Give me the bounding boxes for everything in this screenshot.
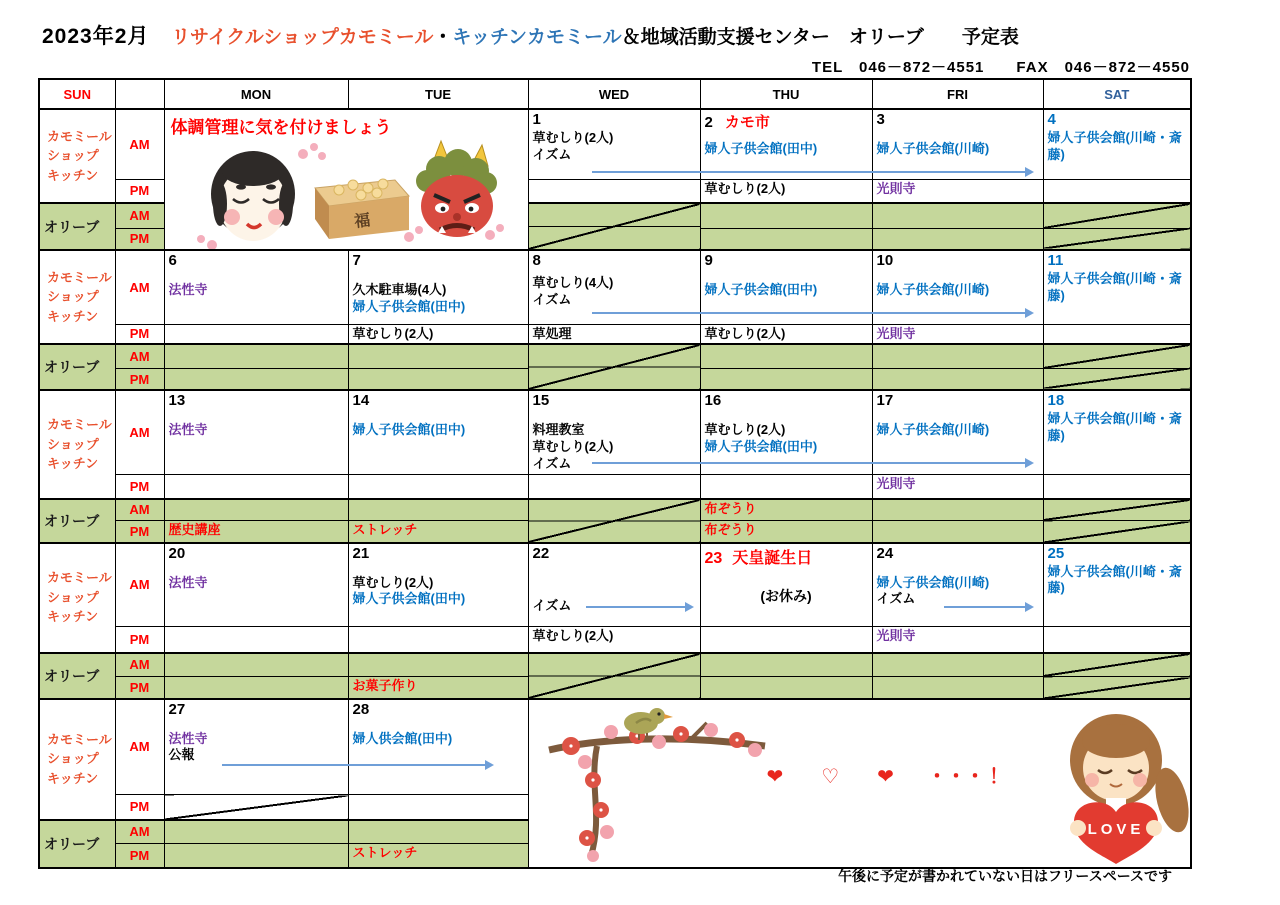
- date-number: 2: [704, 114, 713, 131]
- w5-kamomile-label: カモミール ショップ キッチン: [39, 699, 115, 820]
- schedule-entry: 草むしり(2人): [704, 422, 786, 438]
- w1-olive-pm-label: PM: [115, 228, 164, 250]
- w3-tue-olive-pm-cell: [348, 521, 528, 543]
- w3-mon-olive-am-cell: [164, 499, 348, 521]
- header-tue: TUE: [348, 79, 528, 109]
- schedule-entry: 婦人子供会館(田中): [704, 282, 818, 297]
- w4-sat-am-cell: [1043, 543, 1191, 627]
- w3-sat-olive-pm-cell: [1043, 521, 1191, 543]
- w1-fri-pm-cell: [872, 179, 1043, 203]
- schedule-entry: ストレッチ: [352, 522, 418, 538]
- schedule-entry: 料理教室: [532, 422, 585, 438]
- w3-thu-pm-cell: [700, 475, 872, 499]
- w4-tue-am-cell: [348, 543, 528, 627]
- w3-kamomile-label: カモミール ショップ キッチン: [39, 390, 115, 498]
- w4-fri-am-cell: [872, 543, 1043, 627]
- bean-box: [315, 179, 409, 239]
- schedule-entry: 光則寺: [876, 325, 916, 341]
- w4-thu-olive-am-cell: [700, 653, 872, 677]
- w4-kamomile-label: カモミール ショップ キッチン: [39, 543, 115, 653]
- schedule-entry: 布ぞうり: [704, 522, 757, 538]
- title-separator: ・: [433, 27, 453, 48]
- w5-continuation-arrow: [222, 764, 492, 766]
- date-number: 23: [704, 549, 723, 567]
- date-number: 17: [876, 392, 894, 410]
- w5-olive-label: オリーブ: [39, 820, 115, 868]
- w4-tue-olive-am-cell: [348, 653, 528, 677]
- w2-thu-olive-pm-cell: [700, 368, 872, 390]
- date-number: 6: [168, 252, 177, 269]
- w2-tue-olive-am-cell: [348, 344, 528, 368]
- w2-sat-olive-pm-cell: [1043, 368, 1191, 390]
- w2-olive-pm-label: PM: [115, 368, 164, 390]
- w1-sat-olive-am-cell: [1043, 203, 1191, 228]
- schedule-entry: 法性寺: [168, 574, 208, 590]
- schedule-entry: 草むしり(2人): [352, 325, 434, 341]
- w5-tue-olive-pm-cell: [348, 844, 528, 868]
- w4-mon-olive-am-cell: [164, 653, 348, 677]
- setsubun-illustration: [187, 138, 517, 250]
- w1-sat-olive-pm-cell: [1043, 228, 1191, 250]
- schedule-entry: 久木駐車場(4人): [352, 282, 447, 297]
- schedule-entry: 公報: [168, 747, 195, 763]
- schedule-entry: イズム: [532, 456, 572, 472]
- tel-fax-line: TEL 046－872－4551 FAX 046－872－4550: [811, 59, 1190, 76]
- w4-olive-am-row: [39, 653, 1191, 677]
- w1-thu-olive-pm-cell: [700, 228, 872, 250]
- schedule-entry: 婦人子供会館(川崎・斎藤): [1047, 271, 1182, 303]
- corner-cell: [115, 79, 164, 109]
- w5-tue-olive-am-cell: [348, 820, 528, 844]
- w2-tue-olive-pm-cell: [348, 368, 528, 390]
- w1-wed-olive-cell: [528, 203, 700, 250]
- w5-mon-olive-am-cell: [164, 820, 348, 844]
- w4-am-label: AM: [115, 543, 164, 627]
- otafuku-face: [211, 151, 295, 241]
- w5-tue-pm-cell: [348, 795, 528, 820]
- schedule-entry: ストレッチ: [352, 845, 418, 861]
- date-number: 24: [876, 544, 894, 562]
- w1-thu-olive-am-cell: [700, 203, 872, 228]
- date-number: 16: [704, 392, 722, 410]
- date-number: 14: [352, 392, 370, 410]
- w1-am-row: [39, 109, 1191, 179]
- schedule-entry: 婦人子供会館(川崎): [876, 422, 990, 438]
- w3-tue-am-cell: [348, 390, 528, 474]
- w4-wed-pm-cell: [528, 627, 700, 653]
- w2-olive-am-row: [39, 344, 1191, 368]
- w2-kamomile-label: カモミール ショップ キッチン: [39, 250, 115, 344]
- w4-wed-olive-cell: [528, 653, 700, 699]
- w1-continuation-arrow: [592, 171, 1032, 173]
- w4-olive-am-label: AM: [115, 653, 164, 677]
- schedule-entry: 光則寺: [876, 476, 916, 492]
- w3-sat-olive-am-cell: [1043, 499, 1191, 521]
- schedule-entry: 布ぞうり: [704, 500, 757, 516]
- w3-fri-pm-cell: [872, 475, 1043, 499]
- date-number: 11: [1047, 252, 1064, 269]
- date-number: 7: [352, 252, 361, 269]
- w4-wed-am-cell: [528, 543, 700, 627]
- health-message: 体調管理に気を付けましょう: [170, 118, 392, 137]
- schedule-entry: 婦人供会館(田中): [352, 730, 453, 746]
- w3-olive-label: オリーブ: [39, 499, 115, 543]
- date-number: 10: [876, 252, 894, 269]
- closed-note: (お休み): [760, 587, 812, 604]
- date-number: 8: [532, 252, 541, 269]
- date-number: 3: [876, 111, 885, 128]
- date-number: 20: [168, 544, 186, 562]
- w2-fri-olive-pm-cell: [872, 368, 1043, 390]
- schedule-entry: 法性寺: [168, 282, 208, 297]
- w2-pm-label: PM: [115, 324, 164, 344]
- page-title: [42, 20, 1019, 50]
- title-kitchen-name: キッチンカモミール: [452, 27, 622, 48]
- girl-love-illustration: [1044, 708, 1192, 866]
- schedule-entry: 草むしり(2人): [532, 628, 614, 644]
- date-number: 4: [1047, 111, 1056, 128]
- w5-mon-am-cell: [164, 699, 348, 795]
- w2-tue-pm-cell: [348, 324, 528, 344]
- masu-label: 福: [352, 212, 371, 231]
- w2-tue-am-cell: [348, 250, 528, 324]
- w4-thu-olive-pm-cell: [700, 677, 872, 699]
- title-center-name: ＆地域活動支援センター オリーブ 予定表: [621, 27, 1019, 48]
- w1-olive-am-label: AM: [115, 203, 164, 228]
- schedule-entry: 婦人子供会館(川崎): [876, 574, 990, 590]
- w4-thu-am-cell: [700, 543, 872, 627]
- date-number: 18: [1047, 392, 1065, 410]
- schedule-entry: 法性寺: [168, 730, 208, 746]
- date-number: 21: [352, 544, 370, 562]
- w2-mon-olive-pm-cell: [164, 368, 348, 390]
- w3-tue-pm-cell: [348, 475, 528, 499]
- schedule-entry: 婦人子供会館(川崎・斎藤): [1047, 130, 1182, 162]
- schedule-entry: イズム: [532, 597, 572, 613]
- w2-olive-am-label: AM: [115, 344, 164, 368]
- w3-olive-am-label: AM: [115, 499, 164, 521]
- w4-sat-olive-am-cell: [1043, 653, 1191, 677]
- w2-mon-am-cell: [164, 250, 348, 324]
- schedule-entry: 草むしり(2人): [352, 574, 434, 590]
- schedule-entry: 法性寺: [168, 422, 208, 438]
- w4-mon-am-cell: [164, 543, 348, 627]
- w1-sat-pm-cell: [1043, 179, 1191, 203]
- w3-thu-olive-am-cell: [700, 499, 872, 521]
- w3-continuation-arrow: [592, 462, 1032, 464]
- w4-am-row: [39, 543, 1191, 627]
- schedule-entry: イズム: [876, 591, 916, 607]
- w5-pm-label: PM: [115, 795, 164, 820]
- love-label: LOVE: [1087, 820, 1144, 838]
- w4-tue-pm-cell: [348, 627, 528, 653]
- w1-fri-olive-pm-cell: [872, 228, 1043, 250]
- schedule-entry: 婦人子供会館(田中): [704, 439, 818, 455]
- w5-am-row: [39, 699, 1191, 795]
- w3-mon-olive-pm-cell: [164, 521, 348, 543]
- day-header-row: [39, 79, 1191, 109]
- header-wed: WED: [528, 79, 700, 109]
- header-sun: SUN: [39, 79, 115, 109]
- schedule-entry: 草むしり(2人): [532, 130, 614, 145]
- w1-sat-am-cell: [1043, 109, 1191, 179]
- w2-continuation-arrow: [592, 312, 1032, 314]
- schedule-entry: 光則寺: [876, 628, 916, 644]
- w4-olive-pm-label: PM: [115, 677, 164, 699]
- schedule-entry: 婦人子供会館(田中): [352, 298, 466, 314]
- w3-fri-olive-pm-cell: [872, 521, 1043, 543]
- schedule-entry: イズム: [532, 291, 572, 307]
- w4-fri-pm-cell: [872, 627, 1043, 653]
- w1-wed-pm-cell: [528, 179, 700, 203]
- w4-wed-continuation-arrow: [586, 606, 692, 608]
- w3-tue-olive-am-cell: [348, 499, 528, 521]
- header-thu: THU: [700, 79, 872, 109]
- header-sat: SAT: [1043, 79, 1191, 109]
- schedule-entry: 婦人子供会館(川崎): [876, 141, 990, 156]
- w3-am-label: AM: [115, 390, 164, 474]
- w4-tue-olive-pm-cell: [348, 677, 528, 699]
- schedule-entry: イズム: [532, 146, 572, 162]
- w4-mon-olive-pm-cell: [164, 677, 348, 699]
- w3-olive-pm-label: PM: [115, 521, 164, 543]
- w2-mon-olive-am-cell: [164, 344, 348, 368]
- w1-thu-pm-cell: [700, 179, 872, 203]
- date-number: 1: [532, 111, 541, 128]
- w4-pm-label: PM: [115, 627, 164, 653]
- schedule-entry: 草むしり(2人): [704, 180, 786, 196]
- w5-mon-olive-pm-cell: [164, 844, 348, 868]
- w2-thu-olive-am-cell: [700, 344, 872, 368]
- header-fri: FRI: [872, 79, 1043, 109]
- schedule-entry: 婦人子供会館(田中): [704, 141, 818, 156]
- date-number: 15: [532, 392, 550, 410]
- schedule-entry: 光則寺: [876, 180, 916, 196]
- w3-pm-row: [39, 475, 1191, 499]
- schedule-entry: 草むしり(4人): [532, 275, 614, 290]
- w5-olive-pm-label: PM: [115, 844, 164, 868]
- date-number: 13: [168, 392, 186, 410]
- w5-am-label: AM: [115, 699, 164, 795]
- schedule-entry: 草むしり(2人): [532, 439, 614, 455]
- w4-olive-label: オリーブ: [39, 653, 115, 699]
- schedule-entry: 婦人子供会館(川崎・斎藤): [1047, 563, 1182, 596]
- schedule-entry: 婦人子供会館(川崎): [876, 282, 990, 297]
- w3-pm-label: PM: [115, 475, 164, 499]
- w1-kamomile-label: カモミール ショップ キッチン: [39, 109, 115, 203]
- plum-branch-bird-illustration: [541, 706, 771, 864]
- schedule-entry: 婦人子供会館(田中): [352, 591, 466, 607]
- schedule-entry: お菓子作り: [352, 678, 418, 694]
- w2-wed-olive-cell: [528, 344, 700, 390]
- date-number: 22: [532, 544, 550, 562]
- w4-pm-row: [39, 627, 1191, 653]
- w1-fri-am-cell: [872, 109, 1043, 179]
- w2-mon-pm-cell: [164, 324, 348, 344]
- w3-fri-olive-am-cell: [872, 499, 1043, 521]
- w4-sat-pm-cell: [1043, 627, 1191, 653]
- w3-mon-pm-cell: [164, 475, 348, 499]
- w3-wed-pm-cell: [528, 475, 700, 499]
- w4-fri-continuation-arrow: [944, 606, 1032, 608]
- w1-thu-am-cell: [700, 109, 872, 179]
- hearts-decoration: ❤ ♡ ❤ ･･･！: [766, 765, 1018, 788]
- title-month: 2023年2月: [42, 25, 150, 48]
- w5-tue-am-cell: [348, 699, 528, 795]
- w2-am-label: AM: [115, 250, 164, 324]
- w4-mon-pm-cell: [164, 627, 348, 653]
- w3-sat-pm-cell: [1043, 475, 1191, 499]
- w4-sat-olive-pm-cell: [1043, 677, 1191, 699]
- w4-fri-olive-pm-cell: [872, 677, 1043, 699]
- date-number: 25: [1047, 544, 1065, 562]
- w1-message-cell: [164, 109, 528, 250]
- w1-am-label: AM: [115, 109, 164, 179]
- w3-sat-am-cell: [1043, 390, 1191, 474]
- w1-fri-olive-am-cell: [872, 203, 1043, 228]
- w2-fri-pm-cell: [872, 324, 1043, 344]
- footer-note: 午後に予定が書かれていない日はフリースペースです: [837, 868, 1172, 884]
- oni-face: [416, 141, 497, 237]
- title-shop-name: リサイクルショップカモミール: [171, 27, 434, 48]
- w5-olive-am-label: AM: [115, 820, 164, 844]
- date-number: 9: [704, 252, 713, 269]
- w2-sat-am-cell: [1043, 250, 1191, 324]
- header-mon: MON: [164, 79, 348, 109]
- w2-fri-olive-am-cell: [872, 344, 1043, 368]
- schedule-entry: 歴史講座: [168, 522, 221, 538]
- schedule-entry: 草むしり(2人): [704, 325, 786, 341]
- w2-sat-pm-cell: [1043, 324, 1191, 344]
- w4-thu-pm-cell: [700, 627, 872, 653]
- schedule-table: [38, 78, 1192, 869]
- schedule-entry: 草処理: [532, 325, 572, 341]
- w3-thu-olive-pm-cell: [700, 521, 872, 543]
- w2-wed-pm-cell: [528, 324, 700, 344]
- w1-olive-label: オリーブ: [39, 203, 115, 250]
- w5-decoration-cell: [528, 699, 1191, 868]
- w4-fri-olive-am-cell: [872, 653, 1043, 677]
- date-number: 27: [168, 700, 186, 718]
- event-label: カモ市: [724, 114, 770, 131]
- w1-pm-label: PM: [115, 179, 164, 203]
- w3-mon-am-cell: [164, 390, 348, 474]
- w3-wed-olive-cell: [528, 499, 700, 543]
- w2-pm-row: [39, 324, 1191, 344]
- w2-olive-label: オリーブ: [39, 344, 115, 390]
- schedule-entry: 婦人子供会館(田中): [352, 422, 466, 438]
- schedule-entry: 婦人子供会館(川崎・斎藤): [1047, 411, 1182, 444]
- w1-wed-am-cell: [528, 109, 700, 179]
- w2-sat-olive-am-cell: [1043, 344, 1191, 368]
- w3-olive-am-row: [39, 499, 1191, 521]
- w2-thu-pm-cell: [700, 324, 872, 344]
- holiday-label: 天皇誕生日: [732, 549, 813, 567]
- date-number: 28: [352, 700, 370, 718]
- w5-mon-pm-cell: [164, 795, 348, 820]
